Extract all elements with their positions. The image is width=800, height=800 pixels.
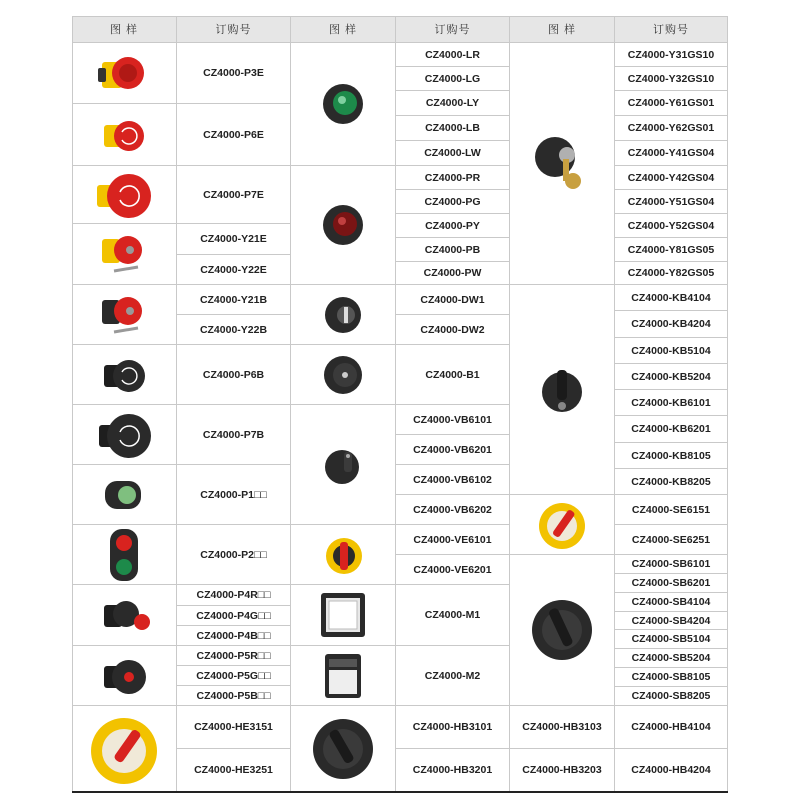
code-y41gs04: CZ4000-Y41GS04 bbox=[615, 141, 728, 166]
code-lg: CZ4000-LG bbox=[396, 67, 510, 91]
code-se6251: CZ4000-SE6251 bbox=[615, 525, 728, 555]
selector-switch-icon bbox=[318, 530, 368, 580]
code-hb4204: CZ4000-HB4204 bbox=[615, 749, 728, 792]
code-y32gs10: CZ4000-Y32GS10 bbox=[615, 67, 728, 91]
header-figure-1: 图 样 bbox=[72, 16, 177, 43]
code-vb6201: CZ4000-VB6201 bbox=[396, 435, 510, 465]
image-indicator-m2 bbox=[291, 646, 396, 706]
code-y22b: CZ4000-Y22B bbox=[177, 315, 291, 345]
code-he3151: CZ4000-HE3151 bbox=[177, 706, 291, 749]
image-selector-vb bbox=[291, 405, 396, 525]
code-p6b: CZ4000-P6B bbox=[177, 345, 291, 405]
code-he3251: CZ4000-HE3251 bbox=[177, 749, 291, 792]
code-se6151: CZ4000-SE6151 bbox=[615, 495, 728, 525]
code-hb3203: CZ4000-HB3203 bbox=[510, 749, 615, 792]
mushroom-button-icon bbox=[91, 408, 157, 462]
image-green-pilot-light-l bbox=[291, 43, 396, 166]
header-figure-3: 图 样 bbox=[510, 16, 615, 43]
code-p1: CZ4000-P1□□ bbox=[177, 465, 291, 525]
emergency-stop-icon bbox=[94, 110, 154, 160]
image-button-b1 bbox=[291, 345, 396, 405]
image-mushroom-p5 bbox=[72, 646, 177, 706]
code-pw: CZ4000-PW bbox=[396, 262, 510, 285]
pilot-light-icon bbox=[318, 200, 368, 250]
code-y62gs01: CZ4000-Y62GS01 bbox=[615, 116, 728, 141]
code-vb6202: CZ4000-VB6202 bbox=[396, 495, 510, 525]
image-rotary-sb bbox=[510, 555, 615, 706]
key-emergency-stop-icon bbox=[94, 227, 154, 281]
image-rotary-hb3 bbox=[291, 706, 396, 792]
code-vb6102: CZ4000-VB6102 bbox=[396, 465, 510, 495]
image-red-pilot-light-p bbox=[291, 166, 396, 285]
code-kb6101: CZ4000-KB6101 bbox=[615, 390, 728, 416]
code-lw: CZ4000-LW bbox=[396, 141, 510, 166]
code-sb6201: CZ4000-SB6201 bbox=[615, 574, 728, 593]
key-emergency-stop-icon bbox=[94, 288, 154, 342]
push-button-icon bbox=[318, 352, 368, 398]
code-pg: CZ4000-PG bbox=[396, 190, 510, 214]
code-kb4204: CZ4000-KB4204 bbox=[615, 311, 728, 338]
indicator-frame-icon bbox=[321, 651, 365, 701]
code-ve6101: CZ4000-VE6101 bbox=[396, 525, 510, 555]
image-emergency-stop-p7e bbox=[72, 166, 177, 224]
mushroom-button-icon bbox=[94, 350, 154, 400]
code-p4g: CZ4000-P4G□□ bbox=[177, 606, 291, 626]
rotary-switch-icon bbox=[308, 714, 378, 784]
emergency-stop-icon bbox=[89, 168, 159, 222]
key-selector-icon bbox=[527, 129, 597, 199]
image-pilot-light-p1 bbox=[72, 465, 177, 525]
code-y52gs04: CZ4000-Y52GS04 bbox=[615, 214, 728, 238]
rotary-switch-icon bbox=[86, 711, 162, 787]
code-pr: CZ4000-PR bbox=[396, 166, 510, 190]
code-kb5204: CZ4000-KB5204 bbox=[615, 364, 728, 390]
code-hb3201: CZ4000-HB3201 bbox=[396, 749, 510, 792]
code-p5b: CZ4000-P5B□□ bbox=[177, 686, 291, 706]
product-order-table bbox=[72, 16, 728, 792]
header-order-no-1: 订购号 bbox=[177, 16, 291, 43]
code-ve6201: CZ4000-VE6201 bbox=[396, 555, 510, 585]
header-figure-2: 图 样 bbox=[291, 16, 396, 43]
code-dw2: CZ4000-DW2 bbox=[396, 315, 510, 345]
image-indicator-m1 bbox=[291, 585, 396, 646]
code-lr: CZ4000-LR bbox=[396, 43, 510, 67]
code-pb: CZ4000-PB bbox=[396, 238, 510, 262]
image-double-button-p2 bbox=[72, 525, 177, 585]
code-kb6201: CZ4000-KB6201 bbox=[615, 416, 728, 443]
code-p5r: CZ4000-P5R□□ bbox=[177, 646, 291, 666]
header-order-no-2: 订购号 bbox=[396, 16, 510, 43]
image-knob-dw bbox=[291, 285, 396, 345]
code-y61gs01: CZ4000-Y61GS01 bbox=[615, 91, 728, 116]
image-emergency-stop-p3e bbox=[72, 43, 177, 104]
code-sb6101: CZ4000-SB6101 bbox=[615, 555, 728, 574]
code-y51gs04: CZ4000-Y51GS04 bbox=[615, 190, 728, 214]
code-p3e: CZ4000-P3E bbox=[177, 43, 291, 104]
code-kb5104: CZ4000-KB5104 bbox=[615, 338, 728, 364]
code-sb4204: CZ4000-SB4204 bbox=[615, 612, 728, 630]
image-key-emergency-y2xe bbox=[72, 224, 177, 285]
code-y42gs04: CZ4000-Y42GS04 bbox=[615, 166, 728, 190]
double-button-icon bbox=[104, 527, 144, 583]
code-py: CZ4000-PY bbox=[396, 214, 510, 238]
code-y82gs05: CZ4000-Y82GS05 bbox=[615, 262, 728, 285]
pilot-light-icon bbox=[99, 475, 149, 515]
code-m2: CZ4000-M2 bbox=[396, 646, 510, 706]
image-key-selector-y bbox=[510, 43, 615, 285]
code-y22e: CZ4000-Y22E bbox=[177, 255, 291, 285]
code-hb4104: CZ4000-HB4104 bbox=[615, 706, 728, 749]
code-p2: CZ4000-P2□□ bbox=[177, 525, 291, 585]
code-dw1: CZ4000-DW1 bbox=[396, 285, 510, 315]
code-ly: CZ4000-LY bbox=[396, 91, 510, 116]
rotary-switch-icon bbox=[534, 498, 590, 552]
code-kb4104: CZ4000-KB4104 bbox=[615, 285, 728, 311]
header-order-no-3: 订购号 bbox=[615, 16, 728, 43]
code-sb4104: CZ4000-SB4104 bbox=[615, 593, 728, 612]
code-p7b: CZ4000-P7B bbox=[177, 405, 291, 465]
rotary-switch-icon bbox=[527, 595, 597, 665]
image-yellow-rotary-he bbox=[72, 706, 177, 792]
mushroom-button-icon bbox=[94, 651, 154, 701]
code-y31gs10: CZ4000-Y31GS10 bbox=[615, 43, 728, 67]
code-kb8205: CZ4000-KB8205 bbox=[615, 469, 728, 495]
code-vb6101: CZ4000-VB6101 bbox=[396, 405, 510, 435]
code-lb: CZ4000-LB bbox=[396, 116, 510, 141]
image-key-emergency-y2xb bbox=[72, 285, 177, 345]
image-yellow-rotary-se bbox=[510, 495, 615, 555]
pilot-light-icon bbox=[318, 79, 368, 129]
image-black-mushroom-p6b bbox=[72, 345, 177, 405]
code-y81gs05: CZ4000-Y81GS05 bbox=[615, 238, 728, 262]
code-sb8205: CZ4000-SB8205 bbox=[615, 687, 728, 706]
code-p4b: CZ4000-P4B□□ bbox=[177, 626, 291, 646]
code-p5g: CZ4000-P5G□□ bbox=[177, 666, 291, 686]
code-hb3101: CZ4000-HB3101 bbox=[396, 706, 510, 749]
selector-knob-icon bbox=[318, 292, 368, 338]
code-y21b: CZ4000-Y21B bbox=[177, 285, 291, 315]
code-y21e: CZ4000-Y21E bbox=[177, 224, 291, 255]
code-sb8105: CZ4000-SB8105 bbox=[615, 668, 728, 687]
mushroom-button-icon bbox=[94, 590, 154, 640]
selector-switch-icon bbox=[534, 362, 590, 418]
code-hb3103: CZ4000-HB3103 bbox=[510, 706, 615, 749]
image-black-mushroom-p7b bbox=[72, 405, 177, 465]
table-bottom-rule bbox=[72, 791, 728, 793]
code-kb8105: CZ4000-KB8105 bbox=[615, 443, 728, 469]
code-p6e: CZ4000-P6E bbox=[177, 104, 291, 166]
code-sb5104: CZ4000-SB5104 bbox=[615, 630, 728, 649]
code-m1: CZ4000-M1 bbox=[396, 585, 510, 646]
indicator-frame-icon bbox=[316, 590, 370, 640]
code-b1: CZ4000-B1 bbox=[396, 345, 510, 405]
image-emergency-stop-p6e bbox=[72, 104, 177, 166]
image-yellow-selector-ve bbox=[291, 525, 396, 585]
selector-switch-icon bbox=[318, 442, 368, 488]
image-key-selector-kb bbox=[510, 285, 615, 495]
code-p7e: CZ4000-P7E bbox=[177, 166, 291, 224]
code-sb5204: CZ4000-SB5204 bbox=[615, 649, 728, 668]
code-p4r: CZ4000-P4R□□ bbox=[177, 585, 291, 606]
image-mushroom-p4 bbox=[72, 585, 177, 646]
emergency-stop-icon bbox=[94, 48, 154, 98]
